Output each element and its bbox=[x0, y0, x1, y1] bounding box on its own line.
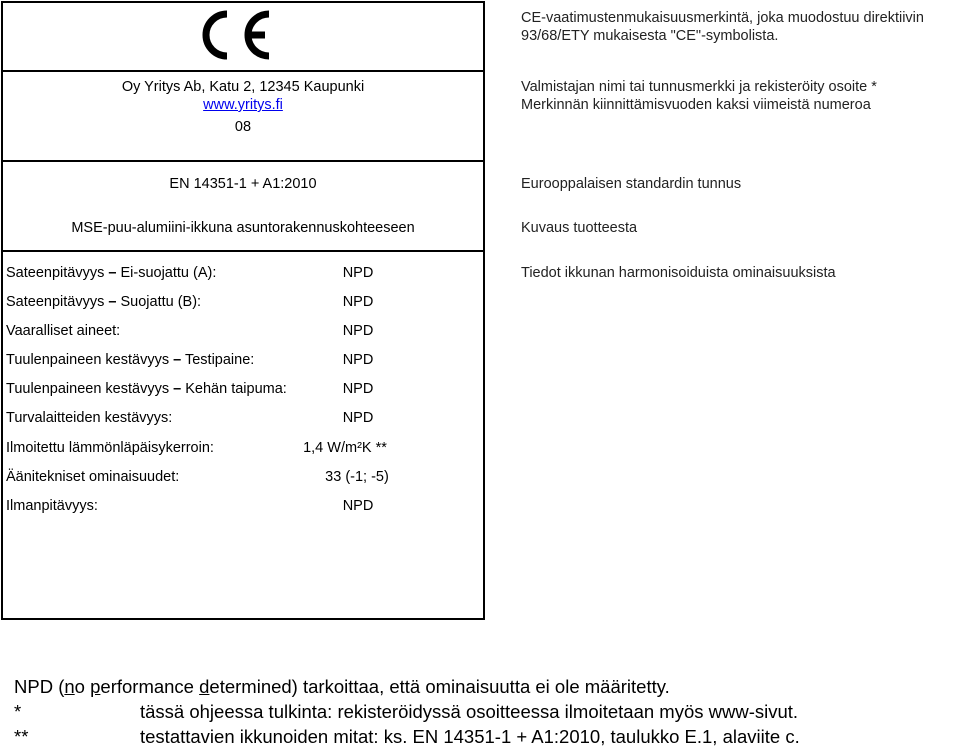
manufacturer-desc-line2: Merkinnän kiinnittämisvuoden kaksi viimeistä numeroa bbox=[521, 97, 871, 113]
property-value: NPD bbox=[342, 498, 374, 514]
product-description-label: Kuvaus tuotteesta bbox=[521, 220, 638, 236]
property-label: Sateenpitävyys – Suojattu (B): bbox=[6, 294, 202, 310]
ce-description-line1: CE-vaatimustenmukaisuusmerkintä, joka muodostuu direktiivin bbox=[521, 10, 924, 26]
divider-manufacturer bbox=[1, 160, 485, 162]
property-label: Tuulenpaineen kestävyys – Testipaine: bbox=[6, 352, 255, 368]
properties-description: Tiedot ikkunan harmonisoiduista ominaisuuksista bbox=[521, 265, 836, 281]
property-value: NPD bbox=[342, 381, 374, 397]
divider-ce bbox=[1, 70, 485, 72]
standard-code: EN 14351-1 + A1:2010 bbox=[169, 176, 317, 192]
manufacturer-website-link[interactable]: www.yritys.fi bbox=[203, 97, 283, 113]
property-label: Turvalaitteiden kestävyys: bbox=[6, 410, 173, 426]
property-value: NPD bbox=[342, 410, 374, 426]
property-label: Ilmanpitävyys: bbox=[6, 498, 98, 514]
property-value: NPD bbox=[342, 294, 374, 310]
ce-description-line2: 93/68/ETY mukaisesta "CE"-symbolista. bbox=[521, 28, 779, 44]
property-value: 33 (-1; -5) bbox=[325, 469, 389, 485]
property-value: NPD bbox=[342, 352, 374, 368]
manufacturer-website-row bbox=[1, 97, 485, 114]
manufacturer-year: 08 bbox=[234, 119, 252, 135]
standard-code-desc: Eurooppalaisen standardin tunnus bbox=[521, 176, 742, 192]
property-value: NPD bbox=[342, 265, 374, 281]
property-label: Sateenpitävyys – Ei-suojattu (A): bbox=[6, 265, 217, 281]
note-star1: * tässä ohjeessa tulkinta: rekisteröidyssä osoitteessa ilmoitetaan myös www-sivut. bbox=[14, 701, 799, 722]
divider-standard bbox=[1, 250, 485, 252]
property-value: 1,4 W/m²K ** bbox=[303, 440, 387, 456]
manufacturer-desc-line1: Valmistajan nimi tai tunnusmerkki ja rekisteröity osoite * bbox=[521, 79, 877, 95]
property-label: Ilmoitettu lämmönläpäisykerroin: bbox=[6, 440, 214, 456]
note-npd: NPD (no performance determined) tarkoittaa, että ominaisuutta ei ole määritetty. bbox=[14, 676, 670, 697]
property-value: NPD bbox=[342, 323, 374, 339]
manufacturer-address: Oy Yritys Ab, Katu 2, 12345 Kaupunki bbox=[121, 79, 365, 95]
ce-mark-logo bbox=[189, 6, 275, 64]
property-label: Vaaralliset aineet: bbox=[6, 323, 121, 339]
property-label: Äänitekniset ominaisuudet: bbox=[6, 469, 180, 485]
product-description: MSE-puu-alumiini-ikkuna asuntorakennuskohteeseen bbox=[71, 220, 415, 236]
property-label: Tuulenpaineen kestävyys – Kehän taipuma: bbox=[6, 381, 287, 397]
note-star2: ** testattavien ikkunoiden mitat: ks. EN 14351-1 + A1:2010, taulukko E.1, alaviite c. bbox=[14, 726, 800, 747]
